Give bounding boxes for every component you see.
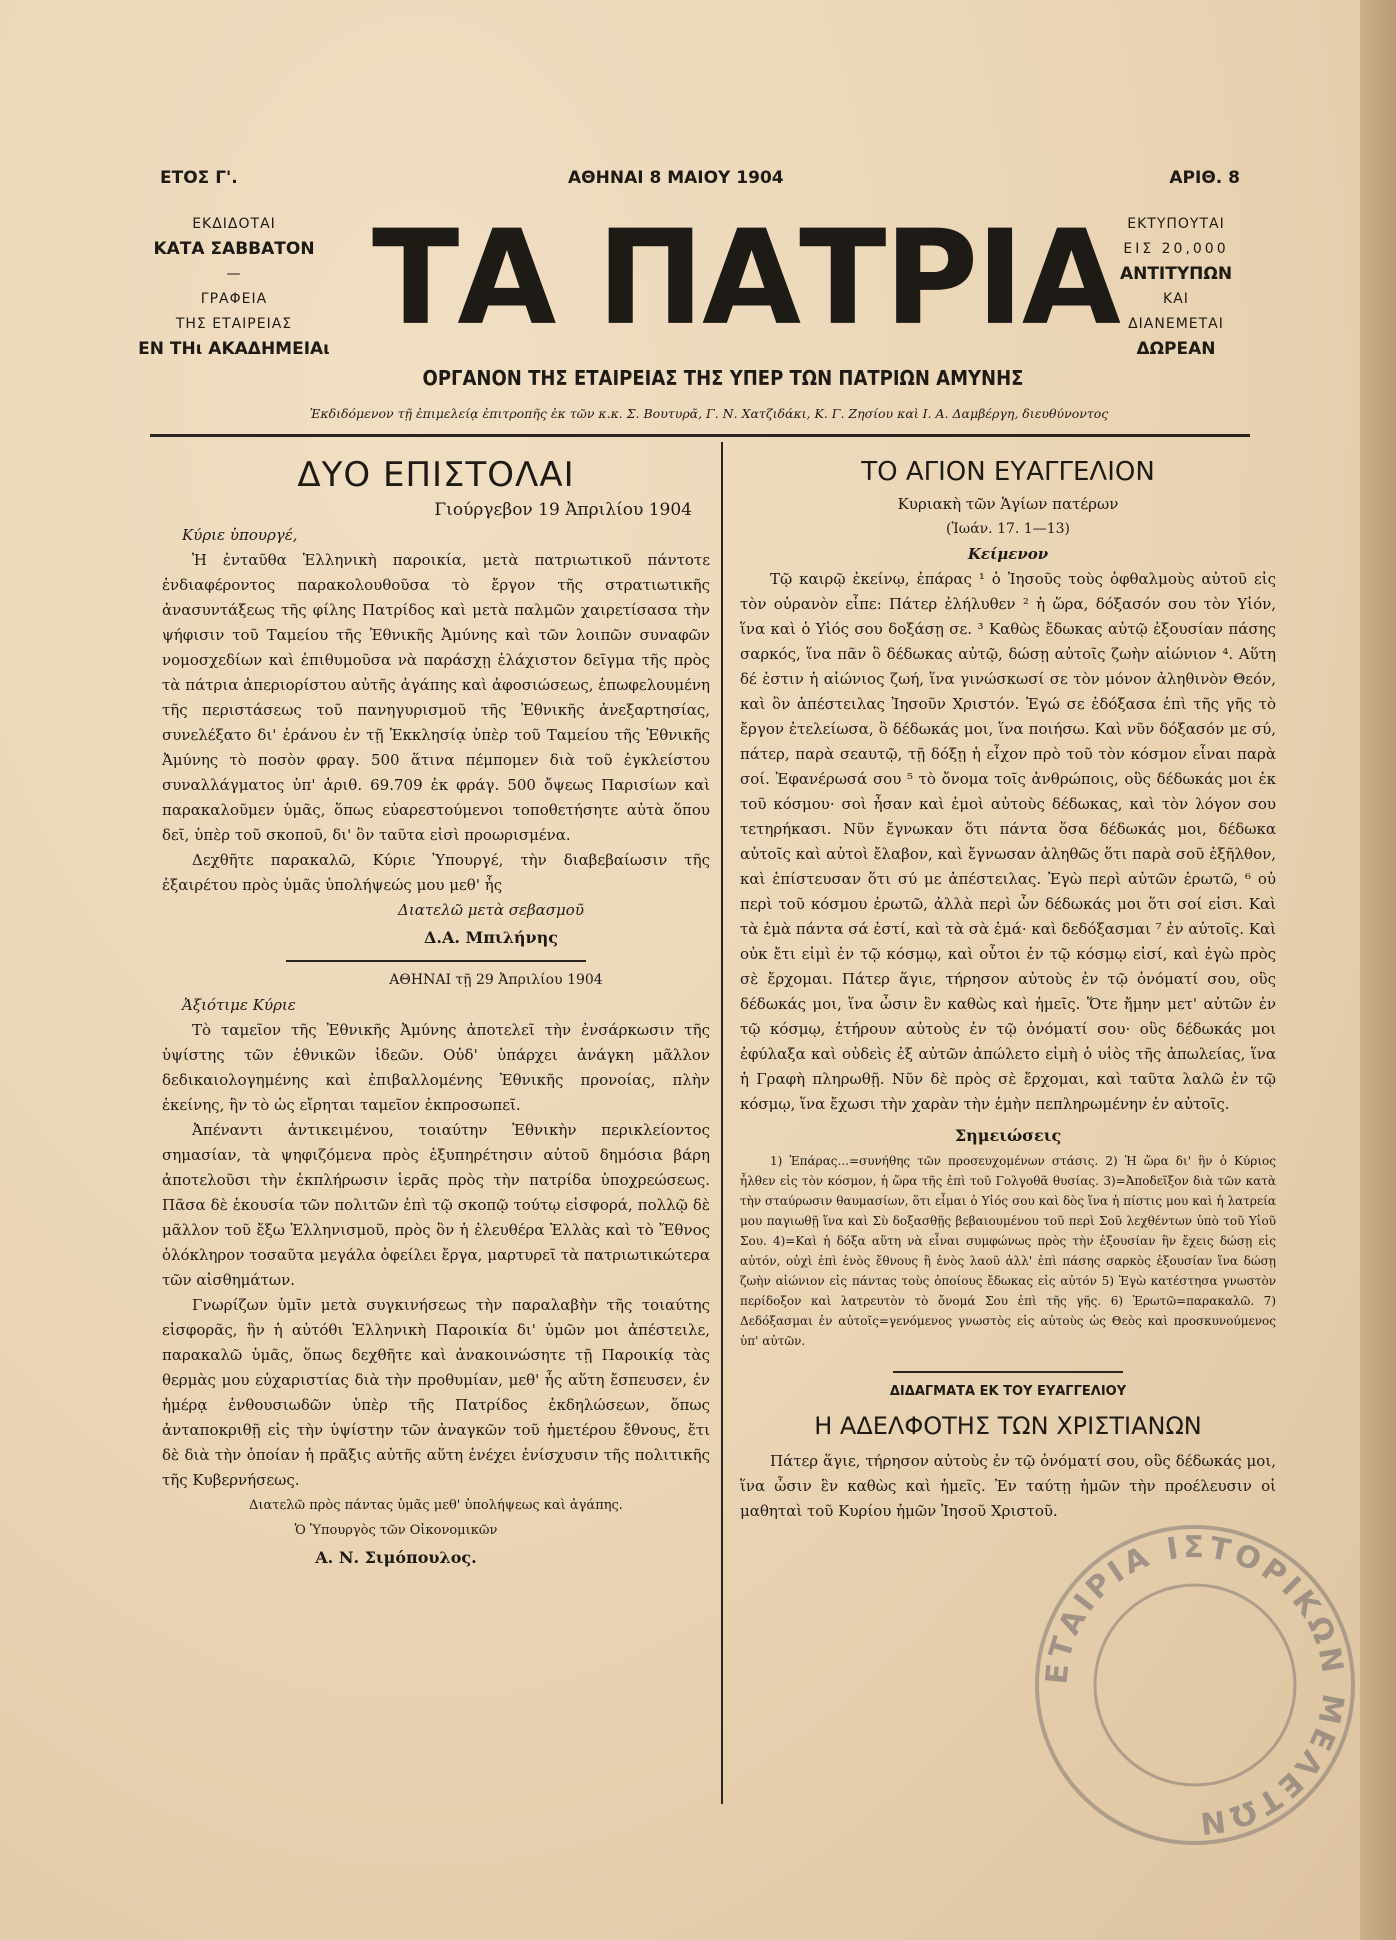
letter1-salutation: Κύριε ὑπουργέ, [182,526,298,544]
teaching-label: ΔΙΔΑΓΜΑΤΑ ΕΚ ΤΟΥ ΕΥΑΓΓΕΛΙΟΥ [889,1384,1127,1399]
right-block-line: ΕΚΤΥΠΟΥΤΑΙ [1127,216,1225,232]
issue-number: ΑΡΙΘ. 8 [1169,168,1240,188]
letter2-paragraph: Γνωρίζων ὑμῖν μετὰ συγκινήσεως τὴν παραλαβὴν τῆς τοιαύτης εἰσφορᾶς, ἣν ἡ αὐτόθι Ἑλληνικὴ Παροικία δι' ὑμῶν μοι ἀπέστειλε, παρακαλῶ ὑμᾶς, ὅπως δεχθῆτε καὶ ἀνακοινώσητε τῇ Παροικίᾳ τὰς θερμὰς μου εὐχαριστίας διὰ τὴν προθυμίαν, μεθ' ἧς αὕτη ἔσπευσεν, ἐν ἡμέρᾳ ἐνθουσιωδῶν ὑπὲρ τῆς Πατρίδος ἐκδηλώσεων, ὅπως ἀνταποκριθῇ εἰς τὴν ὑψίστην τῶν ἀναγκῶν τοῦ ἡμετέρου ἔθνους, ἔτι δὲ διὰ τὴν ὁποίαν ἡ πρᾶξις αὐτῆς αὕτη ἐνέχει ἐνίσχυσιν τῆς πολιτικῆς τῆς Κυβερνήσεως. [162,1296,710,1489]
gospel-sunday: Κυριακὴ τῶν Ἁγίων πατέρων [897,495,1119,513]
article-heading: ΔΥΟ ΕΠΙΣΤΟΛΑΙ [297,455,575,495]
right-block-line: ΔΙΑΝΕΜΕΤΑΙ [1128,316,1224,332]
right-block-line: ΑΝΤΙΤΥΠΩΝ [1119,264,1233,284]
left-column [162,452,710,1573]
section-separator [893,1371,1123,1373]
library-stamp [1030,1520,1360,1850]
left-block-line: ΤΗΣ ΕΤΑΙΡΕΙΑΣ [175,316,293,332]
year-label: ΕΤΟΣ Γ'. [160,168,238,188]
letter1-signature: Δ.Α. Μπιλήνης [423,928,559,947]
paper-edge [1360,0,1396,1940]
editors-line: Ἐκδιδόμενον τῇ ἐπιμελείᾳ ἐπιτροπῆς ἐκ τῶν κ.κ. Σ. Βουτυρᾶ, Γ. Ν. Χατζιδάκι, Κ. Γ. Ζησίου καὶ Ι. Α. Δαμβέργη, διευθύνοντος [309,406,1109,421]
masthead-topline [160,168,1240,194]
masthead-rule [150,434,1250,437]
gospel-text: Τῷ καιρῷ ἐκείνῳ, ἐπάρας ¹ ὁ Ἰησοῦς τοὺς ὀφθαλμοὺς αὐτοῦ εἰς τὸν οὐρανὸν εἶπε: Πάτερ ἐλήλυθεν ² ἡ ὥρα, δόξασόν σου τὸν Υἱόν, ἵνα καὶ ὁ Υἱός σου δοξάσῃ σε. ³ Καθὼς ἔδωκας αὐτῷ ἐξουσίαν πάσης σαρκός, ἵνα πᾶν ὃ δέδωκας αὐτῷ, δώσῃ αὐτοῖς ζωὴν αἰώνιον ⁴. Αὕτη δέ ἐστιν ἡ αἰώνιος ζωή, ἵνα γινώσκωσί σε τὸν μόνον ἀληθινὸν Θεόν, καὶ ὃν ἀπέστειλας Ἰησοῦν Χριστόν. Ἐγώ σε ἐδόξασα ἐπὶ τῆς γῆς τὸ ἔργον ἐτελείωσα, ὃ δέδωκάς μοι, ἵνα ποιήσω. Καὶ νῦν δόξασόν με σύ, πάτερ, παρὰ σεαυτῷ, τῇ δόξῃ ἡ εἶχον πρὸ τοῦ τὸν κόσμον εἶναι παρὰ σοί. Ἐφανέρωσά σου ⁵ τὸ ὄνομα τοῖς ἀνθρώποις, οὓς δέδωκάς μοι ἐκ τοῦ κόσμου· σοὶ ἦσαν καὶ ἐμοὶ αὐτοὺς δέδωκας, καὶ τὸν λόγον σου τετηρήκασι. Νῦν ἔγνωκαν ὅτι πάντα ὅσα δέδωκάς μοι, δέδωκα αὐτοῖς καὶ αὐτοὶ ἔλαβον, καὶ ἔγνωσαν ἀληθῶς ὅτι παρὰ σοῦ ἐξῆλθον, καὶ ἐπίστευσαν ὅτι σύ με ἀπέστειλας. Ἐγὼ περὶ αὐτῶν ἐρωτῶ, ⁶ οὐ περὶ τοῦ κόσμου ἐρωτῶ, ἀλλὰ περὶ ὧν δέδωκάς μοι ὅτι σοί εἰσι. Καὶ τὰ ἐμὰ πάντα σά ἐστί, καὶ τὰ σὰ ἐμά· καὶ δεδόξασμαι ⁷ ἐν αὐτοῖς. Καὶ οὐκ ἔτι εἰμὶ ἐν τῷ κόσμῳ, καὶ οὗτοι ἐν τῷ κόσμῳ εἰσί, καὶ ἐγὼ πρὸς σὲ ἔρχομαι. Πάτερ ἅγιε, τήρησον αὐτοὺς ἐν τῷ ὀνόματί σου, οὓς δέδωκάς μοι, ἵνα ὦσιν ἓν καθὼς καὶ ἡμεῖς. Ὅτε ἤμην μετ' αὐτῶν ἐν τῷ κόσμῳ, ἐτήρουν αὐτοὺς ἐν τῷ ὀνόματί σου· οὓς δέδωκάς μοι ἐφύλαξα καὶ οὐδεὶς ἐξ αὐτῶν ἀπώλετο εἰμὴ ὁ υἱὸς τῆς ἀπωλείας, ἵνα ἡ Γραφὴ πληρωθῇ. Νῦν δὲ πρὸς σὲ ἔρχομαι, καὶ ταῦτα λαλῶ ἐν τῷ κόσμῳ, ἵνα ἔχωσι τὴν χαρὰν τὴν ἐμὴν πεπληρωμένην ἐν αὐτοῖς. [740,570,1276,1113]
right-column [740,452,1276,1524]
teaching-heading: Η ΑΔΕΛΦΟΤΗΣ ΤΩΝ ΧΡΙΣΤΙΑΝΩΝ [814,1412,1202,1440]
stamp-outer-ring [1037,1527,1353,1843]
letter1-paragraph: Δεχθῆτε παρακαλῶ, Κύριε Ὑπουργέ, τὴν διαβεβαίωσιν τῆς ἐξαιρέτου πρὸς ὑμᾶς ὑπολήψεώς μου μεθ' ἧς [162,851,710,894]
letter2-paragraph: Τὸ ταμεῖον τῆς Ἐθνικῆς Ἀμύνης ἀποτελεῖ τὴν ἐνσάρκωσιν τῆς ὑψίστης τῶν ἐθνικῶν ἰδεῶν. Οὐδ' ὑπάρχει ἀνάγκη μᾶλλον δεδικαιολογημένης καὶ ἐπιβαλλομένης Ἐθνικῆς προνοίας, πλὴν ἐκείνης, ἣν τὸ ὡς εἴρηται ταμεῖον ἐκπροσωπεῖ. [162,1021,710,1114]
left-block-line: ΕΝ ΤΗι ΑΚΑΔΗΜΕΙΑι [138,339,330,359]
gospel-heading: ΤΟ ΑΓΙΟΝ ΕΥΑΓΓΕΛΙΟΝ [861,457,1155,487]
letter2-paragraph: Ἀπέναντι ἀντικειμένου, τοιαύτην Ἐθνικὴν περικλείοντος σημασίαν, τὰ ψηφιζόμενα πρὸς ἐξυπηρέτησιν αὐτοῦ δημόσια βάρη ἀποτελοῦσι τὴν ἐκπλήρωσιν ἱερᾶς πρὸς τὴν πατρίδα ὑποχρεώσεως. Πᾶσα δὲ ἑκουσία τῶν πολιτῶν ἐπὶ τῷ σκοπῷ τούτῳ εἰσφορά, πολλῷ δὲ μᾶλλον τοῦ ἔξω Ἑλληνισμοῦ, πρὸς ὃν ἡ ἐλευθέρα Ἑλλὰς καὶ τὸ Ἔθνος ὁλόκληρον τοσαῦτα μεγάλα ὀφείλει ἔργα, μαρτυρεῖ τὰ πατριωτικώτερα τῶν αἰσθημάτων. [162,1121,710,1289]
teaching-text: Πάτερ ἅγιε, τήρησον αὐτοὺς ἐν τῷ ὀνόματί σου, οὓς δέδωκάς μοι, ἵνα ὦσιν ἓν καθὼς καὶ ἡμεῖς. Ἐν ταύτῃ ἡμῶν τὴν προέλευσιν οἱ μαθηταὶ τοῦ Κυρίου ἡμῶν Ἰησοῦ Χριστοῦ. [740,1452,1276,1520]
newspaper-subtitle: ΟΡΓΑΝΟΝ ΤΗΣ ΕΤΑΙΡΕΙΑΣ ΤΗΣ ΥΠΕΡ ΤΩΝ ΠΑΤΡΙΩΝ ΑΜΥΝΗΣ [422,366,1024,390]
letter1-place-date: Γιούργεβον 19 Ἀπριλίου 1904 [434,500,692,520]
right-block-line: ΕΙΣ 20,000 [1123,241,1229,257]
letter2-closing: Διατελῶ πρὸς πάντας ὑμᾶς μεθ' ὑπολήψεως καὶ ἀγάπης. [249,1498,623,1513]
letter2-salutation: Ἀξιότιμε Κύριε [182,996,296,1014]
masthead-left-block [134,212,334,362]
gospel-reference: (Ἰωάν. 17. 1—13) [946,521,1070,537]
masthead-right-block [1066,212,1286,362]
letter2-place-date: ΑΘΗΝΑΙ τῇ 29 Ἀπριλίου 1904 [389,972,603,988]
letter1-closing: Διατελῶ μετὰ σεβασμοῦ [398,901,584,919]
column-divider [721,442,723,1804]
stamp-text: ΕΤΑΙΡΙΑ ΙΣΤΟΡΙΚΩΝ ΜΕΛΕΤΩΝ [1039,1529,1351,1841]
letter2-signer-title: Ὁ Ὑπουργὸς τῶν Οἰκονομικῶν [294,1523,498,1538]
left-block-dash: — [226,266,242,282]
issue-date: ΑΘΗΝΑΙ 8 ΜΑΙΟΥ 1904 [568,168,784,188]
newspaper-title: ΤΑ ΠΑΤΡΙΑ [372,202,1119,355]
notes-label: Σημειώσεις [954,1126,1062,1145]
notes-text: 1) Ἐπάρας...=συνήθης τῶν προσευχομένων στάσις. 2) Ἡ ὥρα δι' ἣν ὁ Κύριος ἦλθεν εἰς τὸν κόσμον, ἡ ὥρα τῆς ἐπὶ τοῦ Γολγοθᾶ θυσίας. 3)=Ἀποδεῖξον διὰ τῶν κατὰ τὴν σταύρωσιν θαυμασίων, ὅτι εἶμαι ὁ Υἱός σου καὶ δὸς ἵνα ἡ πίστις μου καὶ ἡ λατρεία μου παγιωθῇ ἵνα καὶ Σὺ δοξασθῇς βεβαιουμένου τοῦ περὶ Σοῦ λεχθέντων ὑπὸ τοῦ Υἱοῦ Σου. 4)=Καὶ ἡ δόξα αὕτη νὰ εἶναι συμφώνως πρὸς τὴν ἐξουσίαν ἣν ἔχεις δώσῃ εἰς αὐτόν, οὐχὶ ἐπὶ ἑνὸς ἔθνους ἢ ἑνὸς λαοῦ ἀλλ' ἐπὶ πάσης σαρκὸς ἐξουσίαν ἵνα δώσῃ ζωὴν αἰώνιον εἰς πάντας τοὺς ὁποίους ἔδωκας εἰς αὐτόν 5) Ἐγὼ κατέστησα γνωστὸν περίδοξον καὶ λατρευτὸν τὸ ὄνομά Σου ἐπὶ τῆς γῆς. 6) Ἐρωτῶ=παρακαλῶ. 7) Δεδόξασμαι ἐν αὐτοῖς=γενόμενος γνωστὸς εἰς αὐτοὺς ὡς Θεὸς καὶ προσκυνούμενος ὑπ' αὐτῶν. [740,1154,1276,1348]
letter2-signature: Α. Ν. Σιμόπουλος. [315,1548,477,1567]
left-block-line: ΚΑΤΑ ΣΑΒΒΑΤΟΝ [153,239,315,259]
right-block-line: ΚΑΙ [1163,291,1189,307]
text-label: Κείμενον [967,545,1049,563]
letter1-paragraph: Ἡ ἐνταῦθα Ἑλληνικὴ παροικία, μετὰ πατριωτικοῦ πάντοτε ἐνδιαφέροντος παρακολουθοῦσα τὸ ἔργον τῆς στρατιωτικῆς ἀνασυντάξεως τῆς φίλης Πατρίδος καὶ μετὰ παλμῶν χαιρετίσασα τὴν ψήφισιν τοῦ Ταμείου τῆς Ἐθνικῆς Ἀμύνης καὶ τῶν λοιπῶν συναφῶν νομοσχεδίων καὶ ἐπιθυμοῦσα νὰ παράσχῃ ἐλάχιστον δεῖγμα τῆς πρὸς τὰ πάτρια ἀπεριορίστου αὐτῆς ἀγάπης καὶ ἀφοσιώσεως, ἐπωφελουμένη τῆς περιστάσεως τοῦ πανηγυρισμοῦ τῆς Ἐθνικῆς ἀνεξαρτησίας, συνελέξατο δι' ἐράνου ἐν τῇ Ἐκκλησίᾳ ὑπὲρ τοῦ Ταμείου τῆς Ἐθνικῆς Ἀμύνης τὸ ποσὸν φραγ. 500 ἅτινα πέμπομεν διὰ τοῦ ἐγκλείστου συναλλάγματος ὑπ' ἀριθ. 69.709 ἐκ φράγ. 500 ὄψεως Παρισίων καὶ παρακαλοῦμεν ὑμᾶς, ὅπως εὐαρεστούμενοι τοποθετήσητε αὐτὰ ὅπου δεῖ, ὑπὲρ τοῦ σκοποῦ, δι' ὃν ταῦτα εἰσὶ προωρισμένα. [162,551,710,844]
letter-separator [286,960,586,962]
left-block-line: ΕΚΔΙΔΟΤΑΙ [192,216,276,232]
stamp-inner-ring [1095,1585,1295,1785]
right-block-line: ΔΩΡΕΑΝ [1136,339,1216,359]
left-block-line: ΓΡΑΦΕΙΑ [200,291,268,307]
